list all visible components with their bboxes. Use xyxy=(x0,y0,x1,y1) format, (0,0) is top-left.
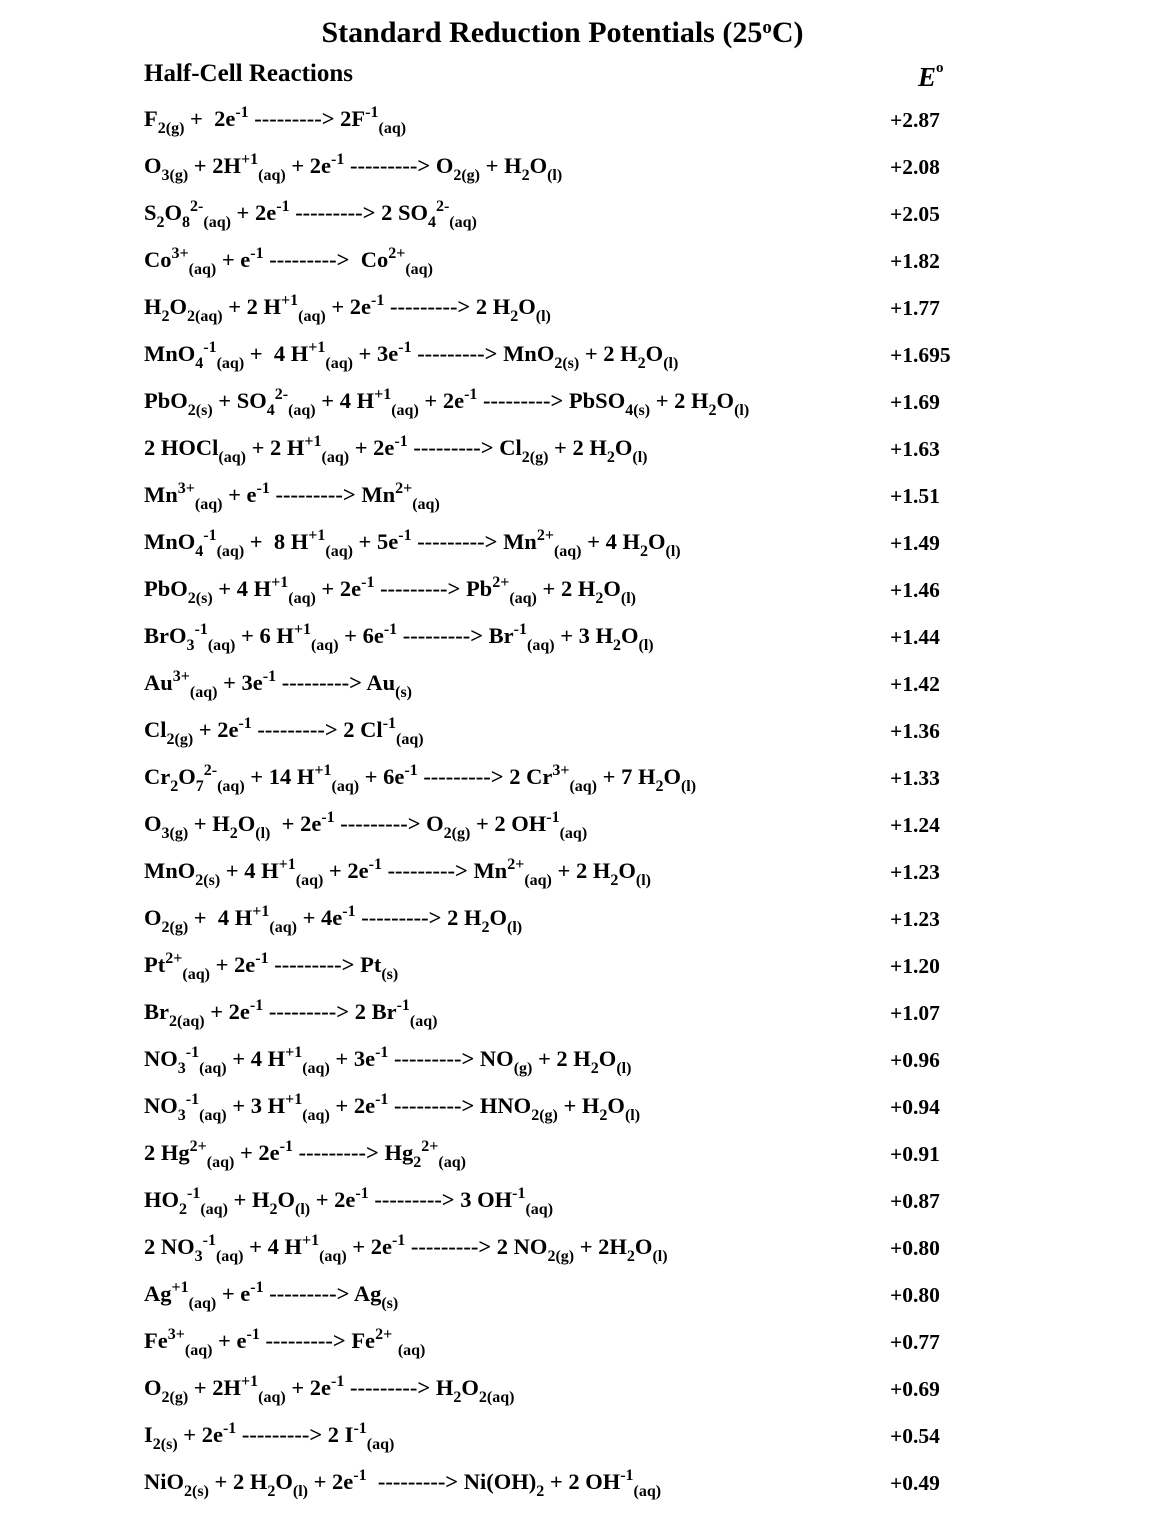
reaction-table xyxy=(144,103,1124,1513)
reduction-potential: +2.05 xyxy=(890,202,940,226)
reaction-equation: 2 $Hg^{2+}_{(aq)} + 2e^{-1}$ ---------> $Hg_2^{2+}_{(aq)}$ xyxy=(144,1138,466,1171)
reduction-potential: +1.33 xyxy=(890,766,940,790)
reaction-equation: $Pt^{2+}_{(aq)} + 2e^{-1}$ ---------> $Pt_{(s)}$ xyxy=(144,950,399,983)
reduction-potential: +0.96 xyxy=(890,1048,940,1072)
reaction-equation: 2 $NO_3^{-1}_{(aq)} + 4$ $H^{+1}_{(aq)} + 2e^{-1}$ ---------> 2 $NO_{2(g)} + 2H_2O_{(l)}$ xyxy=(144,1232,668,1265)
reduction-potential: +0.54 xyxy=(890,1424,940,1448)
reaction-row xyxy=(144,526,1124,573)
reaction-row xyxy=(144,385,1124,432)
reaction-row xyxy=(144,244,1124,291)
reduction-potential: +1.49 xyxy=(890,531,940,555)
reaction-equation: $HO_2^{-1}_{(aq)} + H_2O_{(l)} + 2e^{-1}$ ---------> 3 $OH^{-1}_{(aq)}$ xyxy=(144,1185,554,1218)
reaction-row xyxy=(144,949,1124,996)
reaction-row xyxy=(144,432,1124,479)
reaction-equation: $Fe^{3+}_{(aq)} + e^{-1}$ ---------> $Fe^{2+}$ $_{(aq)}$ xyxy=(144,1326,426,1359)
reaction-equation: $O_{3(g)} + H_2O_{(l)} + 2e^{-1}$ ---------> $O_{2(g)} + 2$ $OH^{-1}_{(aq)}$ xyxy=(144,809,588,842)
reaction-row xyxy=(144,1184,1124,1231)
reaction-equation: $Cl_{2(g)} + 2e^{-1}$ ---------> 2 $Cl^{-1}_{(aq)}$ xyxy=(144,715,424,748)
reaction-equation: $O_{2(g)} + 2H^{+1}_{(aq)} + 2e^{-1}$ ---------> $H_2O_{2(aq)}$ xyxy=(144,1373,515,1406)
reaction-row xyxy=(144,808,1124,855)
reaction-equation: $NO_3^{-1}_{(aq)} + 3$ $H^{+1}_{(aq)} + 2e^{-1}$ ---------> $HNO_{2(g)} + H_2O_{(l)}$ xyxy=(144,1091,641,1124)
reaction-equation: $F_{2(g)} + 2e^{-1}$ ---------> $2F^{-1}_{(aq)}$ xyxy=(144,104,407,137)
reduction-potential: +1.20 xyxy=(890,954,940,978)
reaction-equation: $O_{2(g)} + 4$ $H^{+1}_{(aq)} + 4e^{-1}$ ---------> 2 $H_2O_{(l)}$ xyxy=(144,903,523,936)
reaction-equation: $O_{3(g)} + 2H^{+1}_{(aq)} + 2e^{-1}$ ---------> $O_{2(g)} + H_2O_{(l)}$ xyxy=(144,151,563,184)
reaction-row xyxy=(144,1043,1124,1090)
reaction-equation: NiO$_{2(s)}$ + 2 $H_2O_{(l)} + 2e^{-1}$ ---------> $Ni(OH)_2 + 2$ $OH^{-1}_{(aq)}$ xyxy=(144,1467,662,1500)
half-cell-reactions-header: Half-Cell Reactions xyxy=(144,60,353,87)
reaction-row xyxy=(144,761,1124,808)
reaction-equation: $I_{2(s)} + 2e^{-1}$ ---------> 2 $I^{-1}_{(aq)}$ xyxy=(144,1420,395,1453)
reduction-potential: +0.49 xyxy=(890,1471,940,1495)
reduction-potential: +0.80 xyxy=(890,1283,940,1307)
reaction-row xyxy=(144,291,1124,338)
reaction-equation: $PbO_{2(s)} + SO_4^{2-}_{(aq)} + 4$ $H^{+1}_{(aq)} + 2e^{-1}$ ---------> PbSO$_{4(s)}$ + 2 $H_2O_{(l)}$ xyxy=(144,386,750,419)
reaction-equation: MnO$_{2(s)}$ + 4 $H^{+1}_{(aq)} + 2e^{-1}$ ---------> $Mn^{2+}_{(aq)} + 2$ $H_2O_{(l)}$ xyxy=(144,856,651,889)
reduction-potential: +2.87 xyxy=(890,108,940,132)
reduction-potential: +0.80 xyxy=(890,1236,940,1260)
reaction-equation: $Co^{3+}_{(aq)} + e^{-1}$ ---------> $Co^{2+}_{(aq)}$ xyxy=(144,245,433,278)
reduction-potential: +1.24 xyxy=(890,813,940,837)
reaction-row xyxy=(144,667,1124,714)
reduction-potential: +1.36 xyxy=(890,719,940,743)
reduction-potential: +1.695 xyxy=(890,343,951,367)
reduction-potential: +1.63 xyxy=(890,437,940,461)
reaction-row xyxy=(144,1325,1124,1372)
reaction-row xyxy=(144,1419,1124,1466)
reaction-row xyxy=(144,479,1124,526)
reduction-potential: +1.07 xyxy=(890,1001,940,1025)
reaction-equation: $H_2O_{2(aq)} + 2$ $H^{+1}_{(aq)} + 2e^{-1}$ ---------> 2 $H_2O_{(l)}$ xyxy=(144,292,551,325)
potential-header: $E^o$ xyxy=(918,60,944,92)
reaction-equation: MnO$_4^{-1}_{(aq)}$ + 8 $H^{+1}_{(aq)} + 5e^{-1}$ ---------> $Mn^{2+}_{(aq)} + 4$ $H_2O_{(l)}$ xyxy=(144,527,681,560)
reaction-row xyxy=(144,197,1124,244)
reduction-potential: +0.94 xyxy=(890,1095,940,1119)
reaction-row xyxy=(144,1231,1124,1278)
reduction-potential: +0.91 xyxy=(890,1142,940,1166)
reaction-equation: $Br_{2(aq)} + 2e^{-1}$ ---------> 2 $Br^{-1}_{(aq)}$ xyxy=(144,997,438,1030)
reduction-potential: +2.08 xyxy=(890,155,940,179)
reduction-potential: +1.23 xyxy=(890,860,940,884)
reaction-equation: $NO_3^{-1}_{(aq)} + 4$ $H^{+1}_{(aq)} + 3e^{-1}$ ---------> $NO_{(g)} + 2$ $H_2O_{(l)}$ xyxy=(144,1044,632,1077)
reaction-equation: $Au^{3+}_{(aq)} + 3e^{-1}$ ---------> $Au_{(s)}$ xyxy=(144,668,413,701)
reaction-equation: BrO$_3^{-1}_{(aq)}$ + 6 $H^{+1}_{(aq)} + 6e^{-1}$ ---------> $Br^{-1}_{(aq)} + 3$ $H_2O_{(l)}$ xyxy=(144,621,654,654)
reaction-equation: PbO$_{2(s)}$ + 4 $H^{+1}_{(aq)} + 2e^{-1}$ ---------> $Pb^{2+}_{(aq)} + 2$ $H_2O_{(l)}$ xyxy=(144,574,636,607)
reaction-equation: MnO$_4^{-1}_{(aq)}$ + 4 $H^{+1}_{(aq)} + 3e^{-1}$ ---------> MnO$_{2(s)}$ + 2 $H_2O_{(l)}$ xyxy=(144,339,679,372)
reaction-equation: $Ag^{+1}_{(aq)} + e^{-1}$ ---------> $Ag_{(s)}$ xyxy=(144,1279,399,1312)
reaction-row xyxy=(144,1090,1124,1137)
reaction-row xyxy=(144,1137,1124,1184)
reduction-potential: +1.82 xyxy=(890,249,940,273)
reaction-row xyxy=(144,103,1124,150)
reduction-potential: +1.23 xyxy=(890,907,940,931)
reaction-row xyxy=(144,620,1124,667)
reaction-row xyxy=(144,996,1124,1043)
reduction-potential: +1.44 xyxy=(890,625,940,649)
page-title: Standard Reduction Potentials (25$^o$C) xyxy=(321,16,804,49)
reaction-row xyxy=(144,1466,1124,1513)
reaction-row xyxy=(144,855,1124,902)
reduction-potential: +0.69 xyxy=(890,1377,940,1401)
reduction-potential: +1.69 xyxy=(890,390,940,414)
reaction-row xyxy=(144,338,1124,385)
reduction-potential: +1.46 xyxy=(890,578,940,602)
reaction-equation: $Cr_2O_7^{2-}_{(aq)} + 14$ $H^{+1}_{(aq)} + 6e^{-1}$ ---------> 2 $Cr^{3+}_{(aq)} + 7$ $H_2O_{(l)}$ xyxy=(144,762,697,795)
reduction-potential: +1.42 xyxy=(890,672,940,696)
reaction-row xyxy=(144,1278,1124,1325)
reduction-potential: +1.51 xyxy=(890,484,940,508)
reaction-equation: $S_2O_8^{2-}_{(aq)} + 2e^{-1}$ ---------> 2 $SO_4^{2-}_{(aq)}$ xyxy=(144,198,477,231)
reduction-potential: +0.77 xyxy=(890,1330,940,1354)
reaction-row xyxy=(144,902,1124,949)
reduction-potential: +1.77 xyxy=(890,296,940,320)
reaction-equation: $Mn^{3+}_{(aq)} + e^{-1}$ ---------> $Mn^{2+}_{(aq)}$ xyxy=(144,480,440,513)
reaction-row xyxy=(144,150,1124,197)
reaction-row xyxy=(144,1372,1124,1419)
reduction-potential: +0.87 xyxy=(890,1189,940,1213)
reaction-row xyxy=(144,573,1124,620)
reaction-row xyxy=(144,714,1124,761)
reaction-equation: 2 HOCl$_{(aq)}$ + 2 $H^{+1}_{(aq)} + 2e^{-1}$ ---------> $Cl_{2(g)} + 2$ $H_2O_{(l)}$ xyxy=(144,433,648,466)
